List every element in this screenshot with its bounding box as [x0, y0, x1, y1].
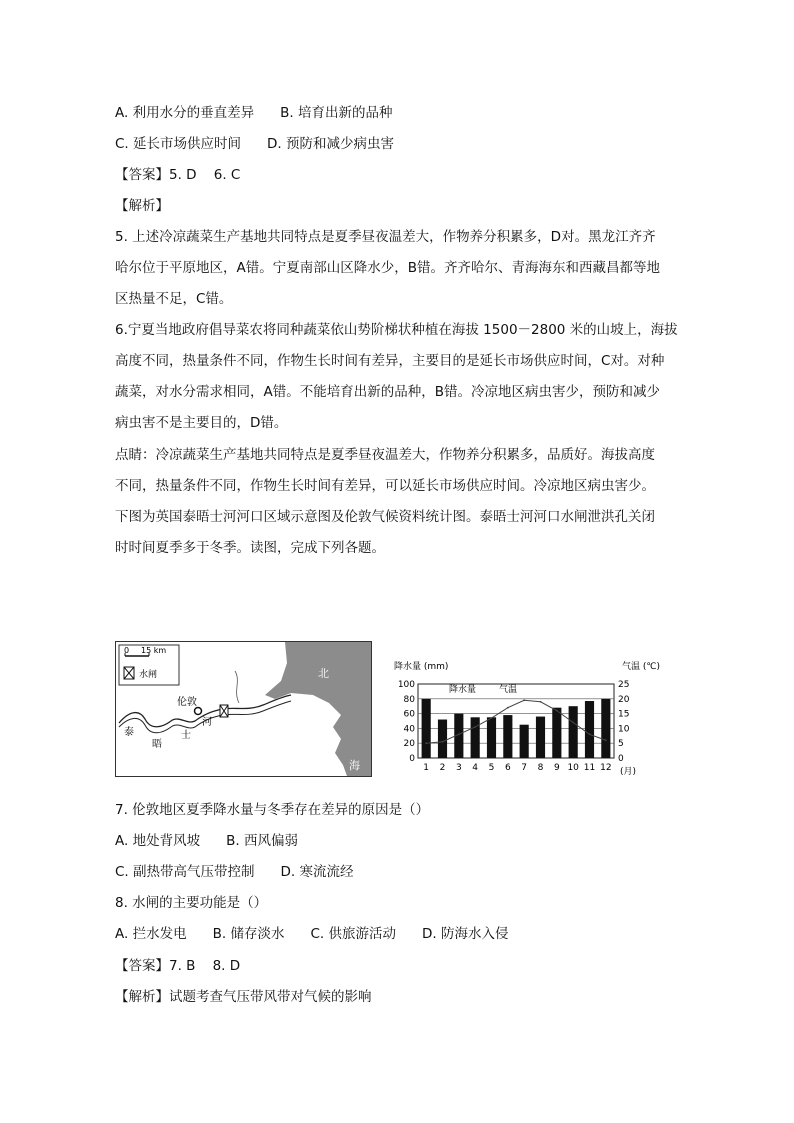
plot-frame	[418, 684, 614, 758]
temperature-point	[589, 733, 591, 735]
temperature-line	[425, 699, 606, 744]
precipitation-bar	[487, 717, 496, 758]
sluice-legend-icon	[124, 667, 134, 679]
option-d: D. 寒流流经	[280, 864, 354, 880]
option-a: A. 拦水发电	[115, 926, 187, 942]
scale-zero: 0	[124, 646, 130, 655]
sluice-icon	[220, 705, 228, 717]
london-marker	[195, 708, 202, 715]
precipitation-bar	[520, 725, 529, 758]
left-axis-label: 降水量 (mm)	[394, 662, 449, 672]
analysis-line: 6.宁夏当地政府倡导菜农将同种蔬菜依山势阶梯状种植在海拔 1500－2800 米的山坡上，海拔	[115, 322, 678, 338]
analysis-line: 5. 上述冷凉蔬菜生产基地共同特点是夏季昼夜温差大，作物养分积累多，D对。黑龙江齐齐	[115, 229, 656, 245]
sea-char-north: 北	[318, 667, 329, 680]
precipitation-bar	[503, 715, 512, 758]
temperature-point	[572, 722, 574, 724]
right-tick-label: 25	[618, 680, 630, 690]
analysis-label: 【解析】	[115, 198, 169, 214]
temperature-point	[556, 710, 558, 712]
intro-line: 时时间夏季多于冬季。读图，完成下列各题。	[115, 540, 385, 556]
month-tick-label: 12	[600, 763, 612, 773]
thames-estuary-map	[115, 641, 372, 777]
temperature-point	[458, 733, 460, 735]
temperature-point	[442, 741, 444, 743]
answer-5-6	[115, 165, 240, 185]
analysis-7-8	[115, 987, 372, 1007]
tip-line: 不同，热量条件不同，作物生长时间有差异，可以延长市场供应时间。冷凉地区病虫害少。	[115, 478, 655, 494]
option-c: C. 延长市场供应时间	[115, 136, 242, 152]
month-tick-label: 5	[488, 763, 495, 773]
left-tick-label: 60	[403, 709, 415, 720]
option-c: C. 供旅游活动	[310, 926, 396, 942]
legend-sluice-label: 水闸	[139, 670, 158, 680]
river-char-4: 河	[202, 717, 212, 728]
precipitation-bar	[585, 701, 594, 758]
answer-label: 【答案】	[115, 958, 169, 974]
left-tick-label: 100	[397, 680, 415, 690]
option-d: D. 防海水入侵	[421, 926, 509, 942]
q8-stem: 8. 水闸的主要功能是（）	[115, 895, 268, 911]
option-a: A. 利用水分的垂直差异	[115, 105, 255, 121]
month-tick-label: 8	[537, 763, 544, 773]
option-b: B. 西风偏弱	[226, 833, 298, 849]
q6-options-row1	[115, 103, 392, 123]
analysis-line: 哈尔位于平原地区，A错。宁夏南部山区降水少，B错。齐齐哈尔、青海海东和西藏昌都等地	[115, 260, 660, 276]
month-tick-label: 3	[455, 763, 462, 773]
precipitation-bar	[601, 699, 610, 758]
right-tick-label: 20	[618, 694, 630, 705]
right-tick-label: 0	[618, 754, 624, 764]
right-tick-label: 5	[618, 739, 624, 750]
river-char-1: 泰	[124, 727, 134, 738]
london-climate-chart	[392, 656, 660, 781]
river-char-2: 晤	[152, 739, 162, 750]
right-tick-label: 10	[618, 724, 630, 735]
analysis-label: 【解析】	[115, 989, 169, 1005]
q7-options-row1	[115, 831, 298, 851]
answer-text: 7. B 8. D	[169, 958, 241, 974]
q6-options-row2	[115, 134, 394, 154]
left-tick-label: 20	[403, 739, 415, 750]
legend-temperature: 气温	[499, 685, 518, 695]
scale-km: 15 km	[141, 646, 167, 655]
london-label: 伦敦	[177, 697, 197, 708]
q7-options-row2	[115, 862, 354, 882]
temperature-point	[474, 726, 476, 728]
right-tick-label: 15	[618, 709, 630, 720]
option-b: B. 储存淡水	[212, 926, 285, 942]
plot-area	[418, 684, 614, 758]
analysis-line: 蔬菜，对水分需求相同，A错。不能培育出新的品种，B错。冷凉地区病虫害少，预防和减少	[115, 384, 660, 400]
month-tick-label: 9	[553, 763, 560, 773]
precipitation-bar	[422, 699, 431, 758]
answer-label: 【答案】	[115, 167, 169, 183]
option-a: A. 地处背风坡	[115, 833, 201, 849]
x-axis-label: (月)	[620, 767, 637, 777]
month-tick-label: 2	[439, 763, 446, 773]
temperature-point	[523, 699, 525, 701]
temperature-series-line	[426, 700, 606, 743]
analysis-line: 高度不同，热量条件不同，作物生长时间有差异，主要目的是延长市场供应时间，C对。对种	[115, 353, 665, 369]
legend-precipitation: 降水量	[449, 685, 477, 695]
left-tick-label: 0	[409, 754, 415, 764]
temperature-point	[507, 707, 509, 709]
option-c: C. 副热带高气压带控制	[115, 864, 255, 880]
temperature-point	[605, 739, 607, 741]
tip-line: 点睛：冷凉蔬菜生产基地共同特点是夏季昼夜温差大，作物养分积累多，品质好。海拔高度	[115, 447, 655, 463]
q7-stem: 7. 伦敦地区夏季降水量与冬季存在差异的原因是（）	[115, 802, 430, 818]
left-tick-label: 80	[403, 694, 415, 705]
temperature-point	[491, 717, 493, 719]
month-tick-label: 7	[521, 763, 528, 773]
q8-options	[115, 924, 508, 944]
month-tick-label: 11	[583, 763, 596, 773]
temperature-point	[540, 701, 542, 703]
option-d: D. 预防和减少病虫害	[267, 136, 394, 152]
analysis-line: 区热量不足，C错。	[115, 291, 233, 307]
analysis-text: 试题考查气压带风带对气候的影响	[169, 989, 372, 1005]
month-tick-label: 1	[423, 763, 430, 773]
analysis-line: 病虫害不是主要目的，D错。	[115, 415, 288, 431]
precipitation-bar	[471, 717, 480, 758]
temperature-point	[425, 742, 427, 744]
sea-char-sea: 海	[349, 759, 360, 772]
answer-7-8	[115, 956, 240, 976]
precipitation-bar	[552, 708, 561, 758]
month-tick-label: 6	[504, 763, 511, 773]
gridlines	[418, 699, 614, 743]
month-tick-label: 4	[472, 763, 479, 773]
precipitation-bar	[438, 720, 447, 758]
precipitation-bar	[569, 706, 578, 758]
river-char-3: 士	[181, 730, 191, 741]
right-axis-label: 气温 (℃)	[622, 662, 660, 672]
precipitation-bar	[536, 717, 545, 758]
option-b: B. 培育出新的品种	[280, 105, 393, 121]
intro-line: 下图为英国泰晤士河河口区域示意图及伦敦气候资料统计图。泰晤士河河口水闸泄洪孔关闭	[115, 509, 655, 525]
left-tick-label: 40	[403, 724, 415, 735]
month-tick-label: 10	[567, 763, 579, 773]
answer-text: 5. D 6. C	[169, 167, 241, 183]
